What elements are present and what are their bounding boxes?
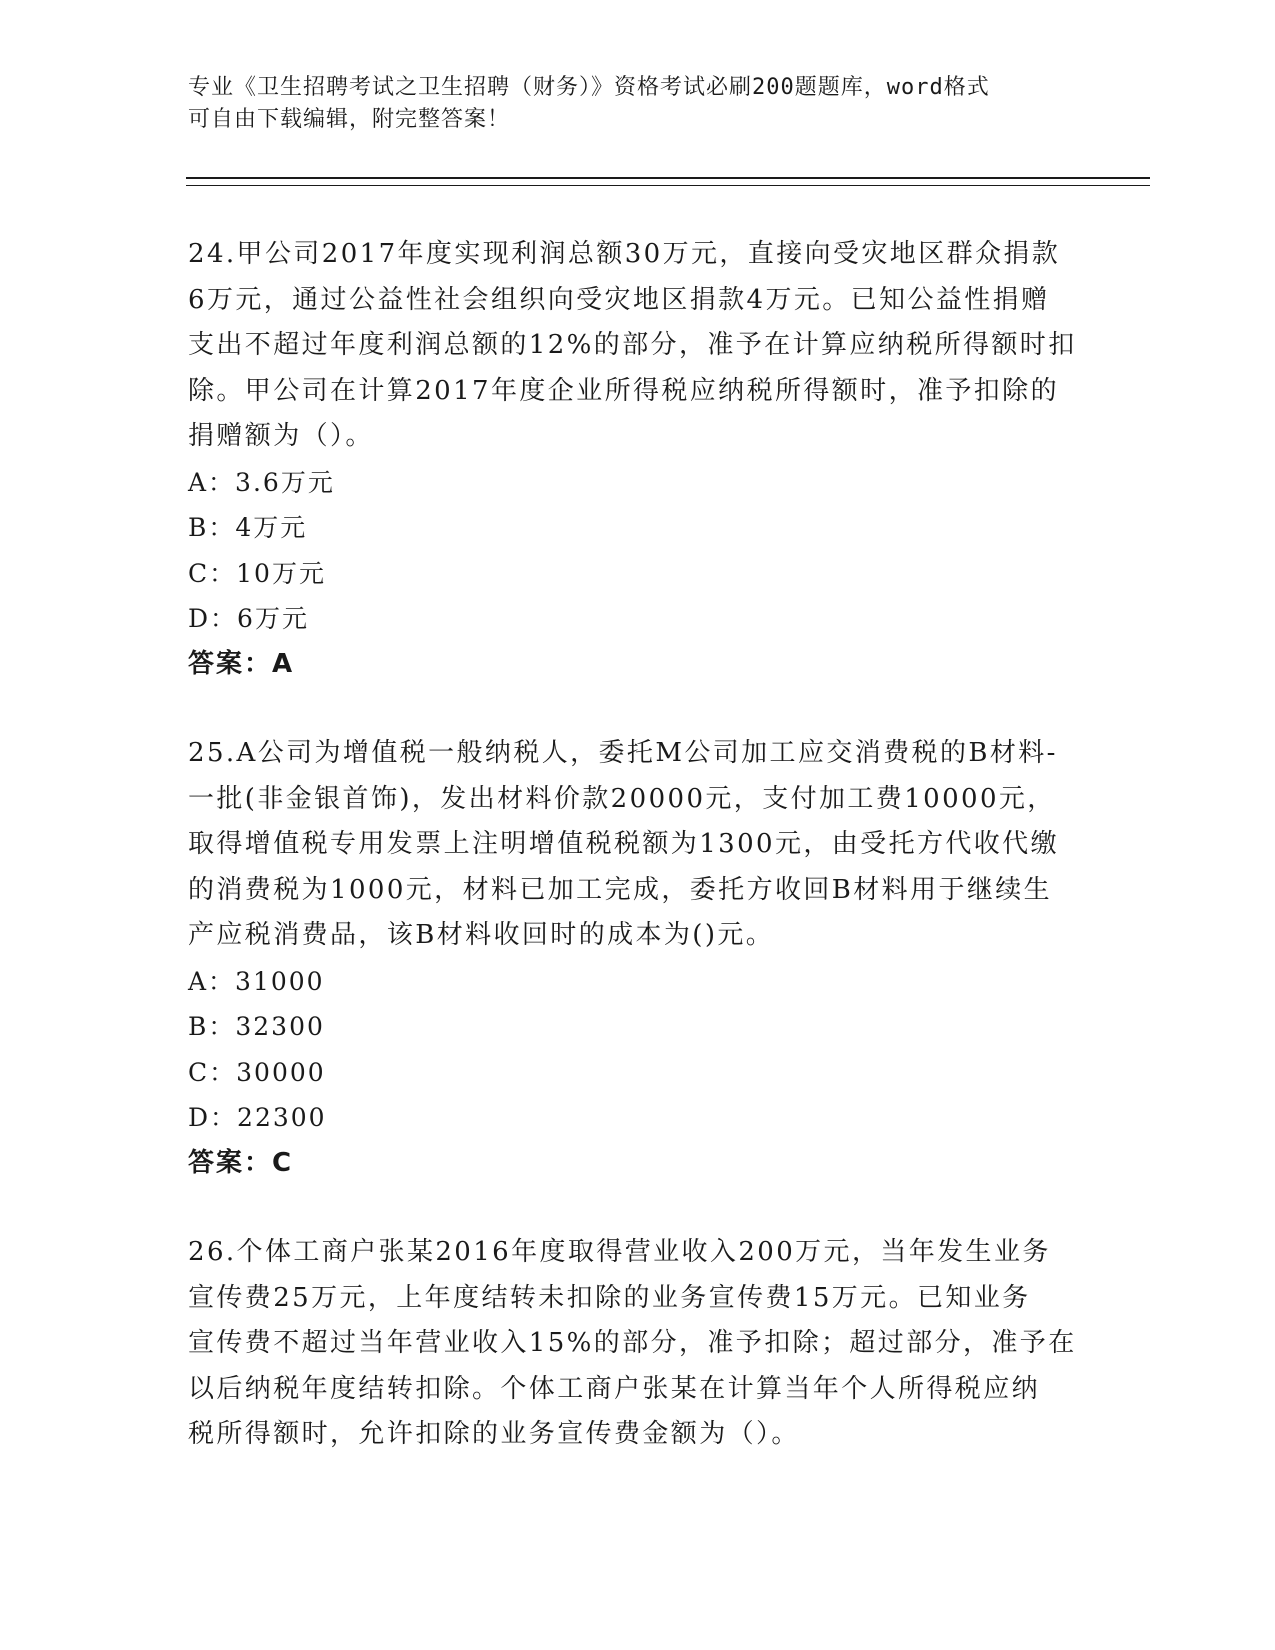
question-line: 24.甲公司2017年度实现利润总额30万元，直接向受灾地区群众捐款: [188, 239, 1061, 269]
option-d: D：22300: [188, 1103, 327, 1132]
question-line: 支出不超过年度利润总额的12%的部分，准予在计算应纳税所得额时扣: [188, 330, 1077, 360]
question-25: [188, 731, 1088, 1186]
option-c: C：10万元: [188, 558, 326, 588]
question-24: [188, 232, 1088, 687]
option-a: A：31000: [188, 966, 325, 996]
question-26: [188, 1230, 1088, 1458]
option-b: B：32300: [188, 1012, 325, 1041]
question-text: [188, 1230, 1088, 1458]
question-line: 取得增值税专用发票上注明增值税税额为1300元，由受托方代收代缴: [188, 829, 1059, 859]
option-d: D：6万元: [188, 604, 309, 633]
question-line: 产应税消费品，该B材料收回时的成本为()元。: [188, 920, 775, 950]
question-line: 捐赠额为（）。: [188, 421, 374, 451]
question-line: 宣传费25万元，上年度结转未扣除的业务宣传费15万元。已知业务: [188, 1282, 1031, 1313]
question-text: [188, 232, 1088, 460]
question-line: 税所得额时，允许扣除的业务宣传费金额为（）。: [188, 1419, 800, 1449]
option-c: C：30000: [188, 1057, 326, 1087]
question-line: 6万元，通过公益性社会组织向受灾地区捐款4万元。已知公益性捐赠: [188, 284, 1050, 315]
document-header: [188, 72, 1078, 136]
header-divider: [186, 177, 1150, 186]
header-line-1: 专业《卫生招聘考试之卫生招聘（财务）》资格考试必刷200题题库，word格式: [188, 75, 990, 100]
question-line: 以后纳税年度结转扣除。个体工商户张某在计算当年个人所得税应纳: [188, 1373, 1041, 1404]
question-line: 26.个体工商户张某2016年度取得营业收入200万元，当年发生业务: [188, 1237, 1051, 1267]
option-a: A：3.6万元: [188, 467, 335, 497]
question-line: 除。甲公司在计算2017年度企业所得税应纳税所得额时，准予扣除的: [188, 375, 1059, 406]
header-line-2: 可自由下载编辑，附完整答案！: [188, 107, 511, 132]
question-line: 25.A公司为增值税一般纳税人，委托M公司加工应交消费税的B材料-: [188, 738, 1058, 768]
question-line: 一批(非金银首饰)，发出材料价款20000元，支付加工费10000元，: [188, 783, 1056, 814]
answer: 答案：A: [188, 648, 295, 679]
question-list: [188, 232, 1088, 1502]
question-line: 宣传费不超过当年营业收入15%的部分，准予扣除；超过部分，准予在: [188, 1328, 1077, 1358]
option-b: B：4万元: [188, 513, 308, 542]
answer: 答案：C: [188, 1147, 294, 1178]
question-line: 的消费税为1000元，材料已加工完成，委托方收回B材料用于继续生: [188, 874, 1053, 905]
question-text: [188, 731, 1088, 959]
